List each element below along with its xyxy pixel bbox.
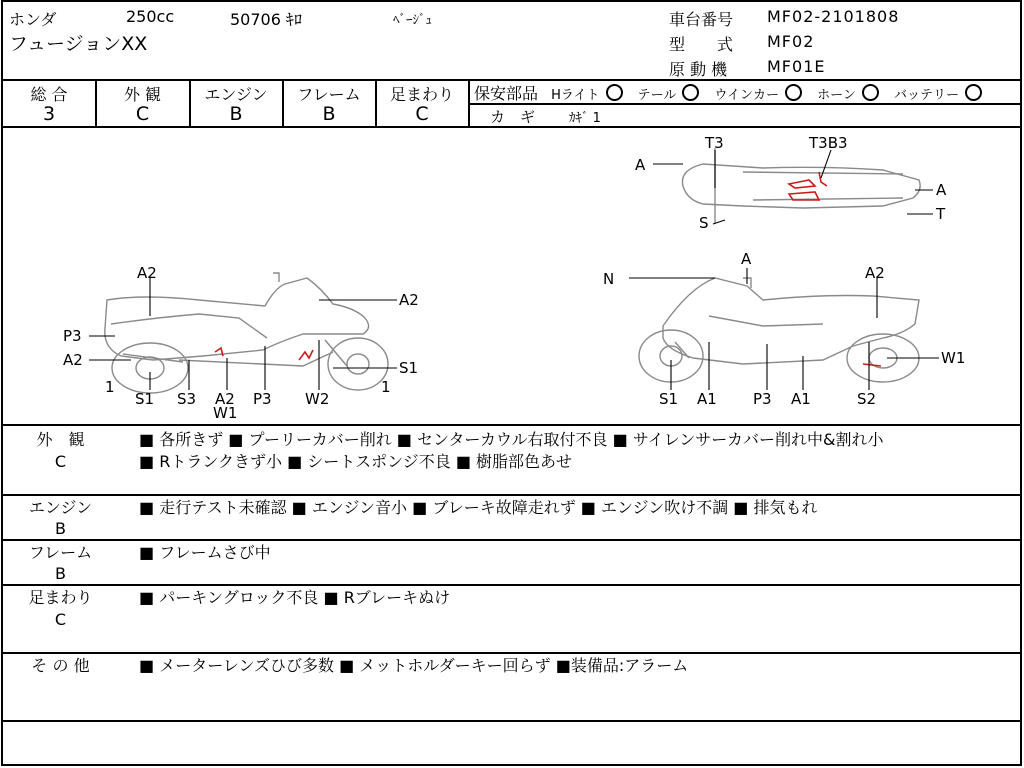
label-top-t3: T3 <box>705 134 724 152</box>
model-label: 型 式 <box>669 35 734 54</box>
label-right-n: N <box>603 270 615 288</box>
engine: MF01E <box>767 57 826 76</box>
label-left-p3: P3 <box>63 327 82 345</box>
key-value: ｶｷﾞ 1 <box>569 111 601 126</box>
section-label-exterior: 外 観 <box>36 430 85 449</box>
scooter-top-view <box>682 148 920 224</box>
section-grade-exterior: C <box>54 452 67 471</box>
label-right-a1b: A1 <box>791 390 811 408</box>
label-left-s1: S1 <box>135 390 155 408</box>
frame-no-label: 車台番号 <box>669 10 734 29</box>
label-left-a2-top: A2 <box>137 264 157 282</box>
section-label-frame: フレーム <box>28 543 93 562</box>
inspection-sheet <box>1 0 1022 766</box>
divider <box>3 720 1020 722</box>
grade-label-suspension: 足まわり <box>389 85 454 104</box>
section-label-suspension: 足まわり <box>28 588 93 607</box>
safety-item-headlight: Hライト <box>551 88 600 103</box>
section-grade-frame: B <box>55 564 66 583</box>
grade-label-exterior: 外 観 <box>123 85 162 104</box>
label-left-a2w1-b: W1 <box>213 404 238 422</box>
label-left-a2-mid: A2 <box>63 351 83 369</box>
damage-marks <box>215 172 881 366</box>
safety-item-battery: バッテリー <box>894 88 960 103</box>
scooter-left-view <box>105 273 388 393</box>
mileage: 50706 ｷﾛ <box>230 10 302 29</box>
grade-value-suspension: C <box>415 103 429 125</box>
model: MF02 <box>767 32 815 51</box>
divider <box>3 584 1020 586</box>
label-right-s2: S2 <box>857 390 877 408</box>
label-right-p3: P3 <box>753 390 772 408</box>
divider <box>3 539 1020 541</box>
label-right-a: A <box>741 250 752 268</box>
label-right-w1: W1 <box>941 349 966 367</box>
label-left-1a: 1 <box>105 378 115 396</box>
section-text-engine-1: ■ 走行テスト未確認 ■ エンジン音小 ■ ブレーキ故障走れず ■ エンジン吹け不調 ■ 排気もれ <box>139 498 818 517</box>
section-text-suspension-1: ■ パーキングロック不良 ■ Rブレーキぬけ <box>139 588 451 607</box>
label-left-a2-side: A2 <box>399 291 419 309</box>
grade-label-frame: フレーム <box>297 85 361 104</box>
safety-item-horn: ホーン <box>817 88 856 103</box>
divider <box>3 652 1020 654</box>
section-text-exterior-1: ■ 各所きず ■ プーリーカバー削れ ■ センターカウル右取付不良 ■ サイレンサーカバー削れ中&割れ小 <box>139 430 884 449</box>
maker: ホンダ <box>9 10 57 29</box>
key-label: カ ギ <box>490 108 536 126</box>
grade-value-overall: 3 <box>42 103 56 125</box>
grade-label-overall: 総 合 <box>30 85 68 104</box>
label-top-a-left: A <box>635 156 646 174</box>
label-top-a-right: A <box>936 181 947 199</box>
safety-item-winker: ウインカー <box>714 88 780 103</box>
grade-value-exterior: C <box>135 103 150 125</box>
circle-icon <box>682 84 699 101</box>
frame-no: MF02-2101808 <box>767 7 900 26</box>
label-left-1b: 1 <box>381 378 391 396</box>
section-label-engine: エンジン <box>28 498 93 517</box>
engine-label: 原 動 機 <box>669 60 728 79</box>
label-left-s3: S3 <box>177 390 197 408</box>
label-top-t: T <box>936 205 946 223</box>
section-grade-engine: B <box>55 519 66 538</box>
section-text-frame-1: ■ フレームさび中 <box>139 543 271 562</box>
label-left-p3-b: P3 <box>253 390 272 408</box>
diagram-labels <box>63 134 965 422</box>
label-right-s1: S1 <box>659 390 679 408</box>
label-left-s1-right: S1 <box>399 359 419 377</box>
circle-icon <box>965 84 982 101</box>
section-grade-suspension: C <box>54 610 67 629</box>
safety-label: 保安部品 <box>474 84 539 103</box>
displacement: 250cc <box>126 7 175 26</box>
section-text-other-1: ■ メーターレンズひび多数 ■ メットホルダーキー回らず ■装備品:アラーム <box>139 656 689 675</box>
label-left-w2: W2 <box>305 390 330 408</box>
section-label-other: そ の 他 <box>31 656 90 675</box>
safety-row <box>474 81 982 104</box>
label-top-t3b3: T3B3 <box>809 134 848 152</box>
divider <box>3 494 1020 496</box>
grade-value-engine: B <box>229 103 243 125</box>
circle-icon <box>862 84 879 101</box>
label-left-a2w1-a: A2 <box>215 390 235 408</box>
model-name: フュージョンXX <box>9 33 148 55</box>
grade-value-frame: B <box>322 103 336 125</box>
label-top-s: S <box>699 214 709 232</box>
circle-icon <box>606 84 623 101</box>
safety-item-tail: テール <box>637 88 677 103</box>
section-text-exterior-2: ■ Rトランクきず小 ■ シートスポンジ不良 ■ 樹脂部色あせ <box>139 452 573 471</box>
color: ﾍﾞｰｼﾞｭ <box>393 13 432 28</box>
label-right-a2: A2 <box>865 264 885 282</box>
label-right-a1a: A1 <box>697 390 717 408</box>
grade-label-engine: エンジン <box>204 85 268 104</box>
circle-icon <box>785 84 802 101</box>
scooter-diagram <box>3 128 1022 424</box>
divider <box>3 424 1020 426</box>
